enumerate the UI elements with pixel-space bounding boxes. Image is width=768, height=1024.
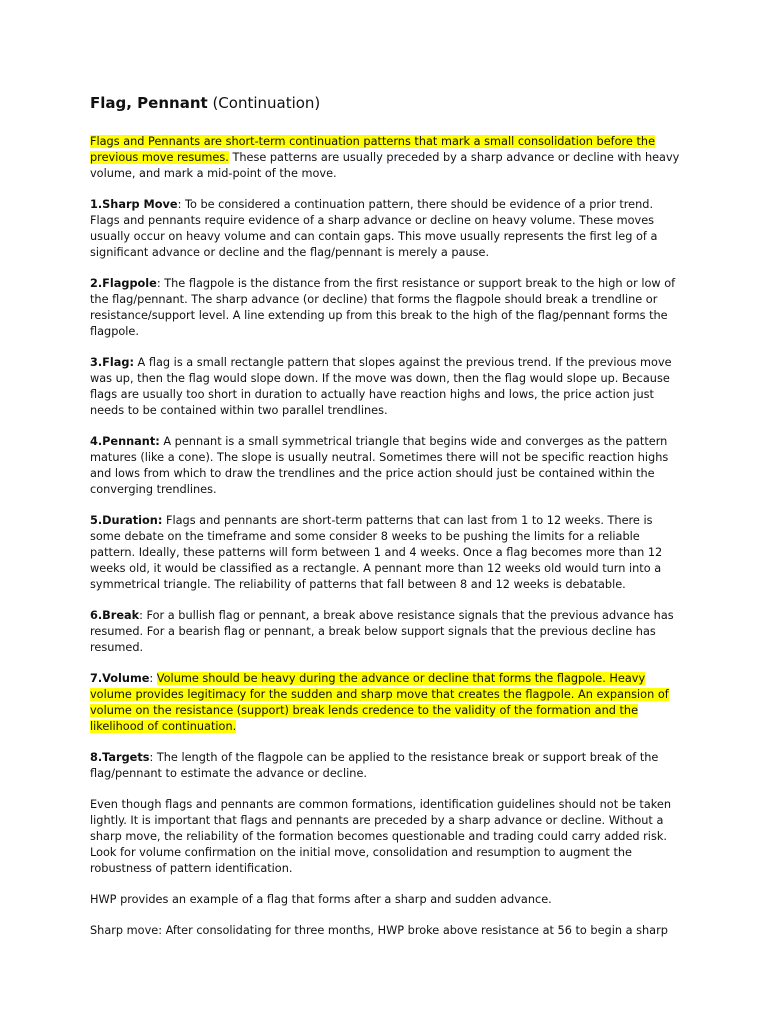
closing-paragraph-sharp-move: Sharp move: After consolidating for three months, HWP broke above resistance at 56 to begin a sharp bbox=[90, 924, 668, 937]
section-text: : The length of the flagpole can be applied to the resistance break or support break of the flag/pennant to estimate the advance or decline. bbox=[90, 751, 659, 780]
section-label: 7.Volume bbox=[90, 672, 150, 685]
section-label: 2.Flagpole bbox=[90, 277, 157, 290]
document-page bbox=[90, 90, 682, 954]
section-label: 1.Sharp Move bbox=[90, 198, 178, 211]
title-bold: Flag, Pennant bbox=[90, 94, 208, 112]
section-volume bbox=[90, 671, 682, 735]
section-label: 5.Duration: bbox=[90, 514, 163, 527]
section-label: 3.Flag: bbox=[90, 356, 134, 369]
section-text: : To be considered a continuation pattern, there should be evidence of a prior trend. Flags and pennants require evidence of a sharp advance or decline on heavy volume. These moves usually occur on heavy volume and can contain gaps. This move usually represents the first leg of a significant advance or decline and the flag/pennant is merely a pause. bbox=[90, 198, 658, 259]
section-label: 8.Targets bbox=[90, 751, 150, 764]
section-targets bbox=[90, 750, 682, 782]
section-label: 4.Pennant: bbox=[90, 435, 160, 448]
section-text: Flags and pennants are short-term patterns that can last from 1 to 12 weeks. There is some debate on the timeframe and some consider 8 weeks to be pushing the limits for a reliable pattern. Ideally, these patterns will form between 1 and 4 weeks. Once a flag becomes more than 12 weeks old, it would be classified as a rectangle. A pennant more than 12 weeks old would turn into a symmetrical triangle. The reliability of patterns that fall between 8 and 12 weeks is debatable. bbox=[90, 514, 663, 591]
section-text: : The flagpole is the distance from the first resistance or support break to the high or low of the flag/pennant. The sharp advance (or decline) that forms the flagpole should break a trendline or resistance/support level. A line extending up from this break to the high of the flag/pennant forms the flagpole. bbox=[90, 277, 676, 338]
intro-highlight: Flags and Pennants are short-term continuation patterns that mark a small consolidation before the previous move resumes. bbox=[90, 135, 656, 164]
intro-paragraph bbox=[90, 134, 682, 182]
title-suffix: (Continuation) bbox=[207, 94, 321, 112]
section-break bbox=[90, 608, 682, 656]
section-label: 6.Break bbox=[90, 609, 140, 622]
section-text: A flag is a small rectangle pattern that slopes against the previous trend. If the previous move was up, then the flag would slope down. If the move was down, then the flag would slope up. Because flags are usually too short in duration to actually have reaction highs and lows, the price action just needs to be contained within two parallel trendlines. bbox=[90, 356, 672, 417]
section-duration bbox=[90, 513, 682, 593]
section-pennant bbox=[90, 434, 682, 498]
section-text: A pennant is a small symmetrical triangle that begins wide and converges as the pattern matures (like a cone). The slope is usually neutral. Sometimes there will not be specific reaction highs and lows from which to draw the trendlines and the price action should just be contained within the converging trendlines. bbox=[90, 435, 669, 496]
section-sharp-move bbox=[90, 197, 682, 261]
section-flagpole bbox=[90, 276, 682, 340]
closing-paragraph-guidelines: Even though flags and pennants are common formations, identification guidelines should not be taken lightly. It is important that flags and pennants are preceded by a sharp advance or decline. Without a sharp move, the reliability of the formation becomes questionable and trading could carry added risk. Look for volume confirmation on the initial move, consolidation and resumption to augment the robustness of pattern identification. bbox=[90, 798, 672, 875]
section-flag bbox=[90, 355, 682, 419]
volume-highlight: Volume should be heavy during the advance or decline that forms the flagpole. Heavy volume provides legitimacy for the sudden and sharp move that creates the flagpole. An expansion of volume on the resistance (support) break lends credence to the validity of the formation and the likelihood of continuation. bbox=[90, 672, 669, 733]
section-text: : For a bullish flag or pennant, a break above resistance signals that the previous advance has resumed. For a bearish flag or pennant, a break below support signals that the previous decline has resumed. bbox=[90, 609, 674, 654]
page-title bbox=[90, 93, 682, 113]
intro-text: These patterns are usually preceded by a sharp advance or decline with heavy volume, and mark a mid-point of the move. bbox=[90, 151, 680, 180]
section-colon: : bbox=[149, 672, 157, 685]
closing-paragraph-hwp-example: HWP provides an example of a flag that forms after a sharp and sudden advance. bbox=[90, 893, 552, 906]
